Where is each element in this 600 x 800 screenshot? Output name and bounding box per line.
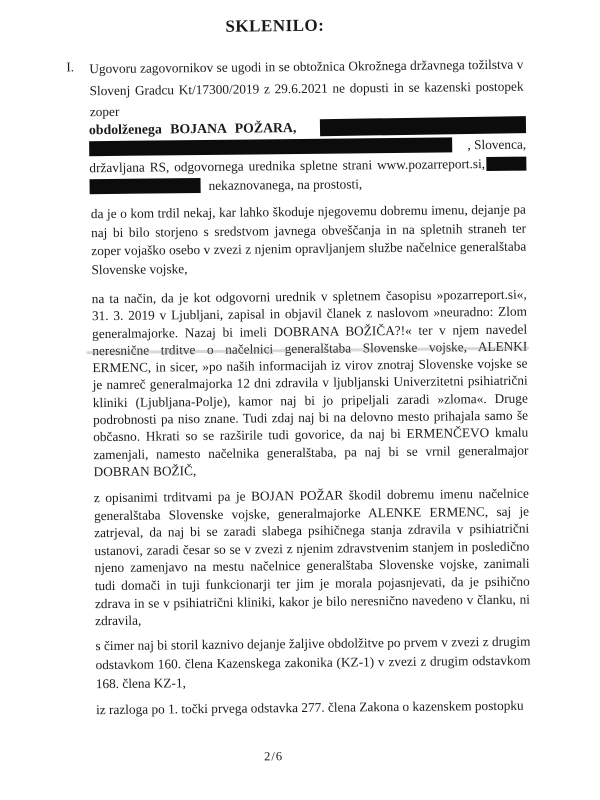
- paragraph-legal-basis: iz razloga po 1. točki prvega odstavka 277. člena Zakona o kazenskem postopku: [95, 697, 524, 718]
- redaction-bar: [320, 116, 526, 136]
- defendant-line-2-text: , Slovenca,: [467, 136, 527, 152]
- item-text: Ugovoru zagovornikov se ugodi in se obtožnica Okrožnega državnega tožilstva v Slovenj Gradcu Kt/17300/2019 z 29.6.2021 ne dopusti in se kazenski postopek zoper: [89, 56, 524, 120]
- defendant-line-4: [89, 173, 526, 197]
- redaction-bar: [486, 156, 526, 170]
- item-roman-numeral: I.: [66, 59, 75, 75]
- paragraph-harm-description: z opisanimi trditvami pa je BOJAN POŽAR škodil dobremu imenu načelnice generalštaba Slovenske vojske, generalmajorke ALENKE ERMENC, saj je zatrjeval, da naj bi se zaradi slabega psihičnega stanja zdravila v psihiatrični ustanovi, zaradi česar so se v zvezi z njenim zdravstvenim stanjem in posledično njeno zamenjavo na mestu načelnice generalštaba Slovenske vojske, zanimali tudi domači in tuji funkcionarji ter jim je morala pojasnjevati, da je psihično zdrava in se v psihiatrični kliniki, kakor je bilo neresnično navedeno v članku, ni zdravila,: [93, 485, 531, 629]
- redaction-bar: [90, 178, 201, 194]
- paragraph-allegation: da je o kom trdil nekaj, kar lahko škoduje njegovemu dobremu imenu, dejanje pa naj bi bilo storjeno s sredstvom javnega obveščanja in na spletnih straneh ter zoper vojaško osebo v zvezi z njenim opravljanjem službe načelnice generalštaba Slovenske vojske,: [90, 201, 527, 277]
- paragraph-article-description: na ta način, da je kot odgovorni urednik v spletnem časopisu »pozarreport.si«, 31. 3. 2019 v Ljubljani, zapisal in objavil članek z naslovom »neuradno: Zlom generalmajorke. Nazaj bi imeli DOBRANA BOŽIČA?!« ter v njem navedel neresnične trditve o načelnici generalštaba Slovenske vojske, ALENKI ERMENC, in sicer, »po naših informacijah iz virov znotraj Slovenske vojske se je namreč generalmajorka 12 dni zdravila v ljubljanski Univerzitetni psihiatrični kliniki (Ljubljana-Polje), kamor naj bi jo pripeljali zaradi »zloma«. Druge podrobnosti pa niso znane. Tudi zdaj naj bi na delovno mesto prihajala samo še občasno. Hkrati so se razširile tudi govorice, da naj bi ERMENČEVO kmalu zamenjali, namesto načelnika generalštaba, pa naj bi se vrnil generalmajor DOBRAN BOŽIČ,: [91, 286, 529, 480]
- defendant-line-4-text: nekaznovanega, na prostosti,: [208, 175, 363, 193]
- redaction-bar: [89, 137, 452, 156]
- paragraph-criminal-offense: s čimer naj bi storil kaznivo dejanje žaljive obdolžitve po prvem v zvezi z drugim odstavkom 160. člena Kazenskega zakonika (KZ-1) v zvezi z drugim odstavkom 168. člena KZ-1,: [95, 633, 531, 692]
- page-number: 2/6: [263, 749, 284, 764]
- numbered-item-1: [66, 54, 525, 123]
- defendant-name-bold: obdolženega BOJANA POŽARA,: [88, 119, 297, 137]
- defendant-block: [89, 116, 527, 197]
- defendant-line-3-text: državljana RS, odgovornega urednika spletne strani www.pozarreport.si,: [89, 155, 486, 175]
- document-title: SKLENILO:: [225, 15, 325, 36]
